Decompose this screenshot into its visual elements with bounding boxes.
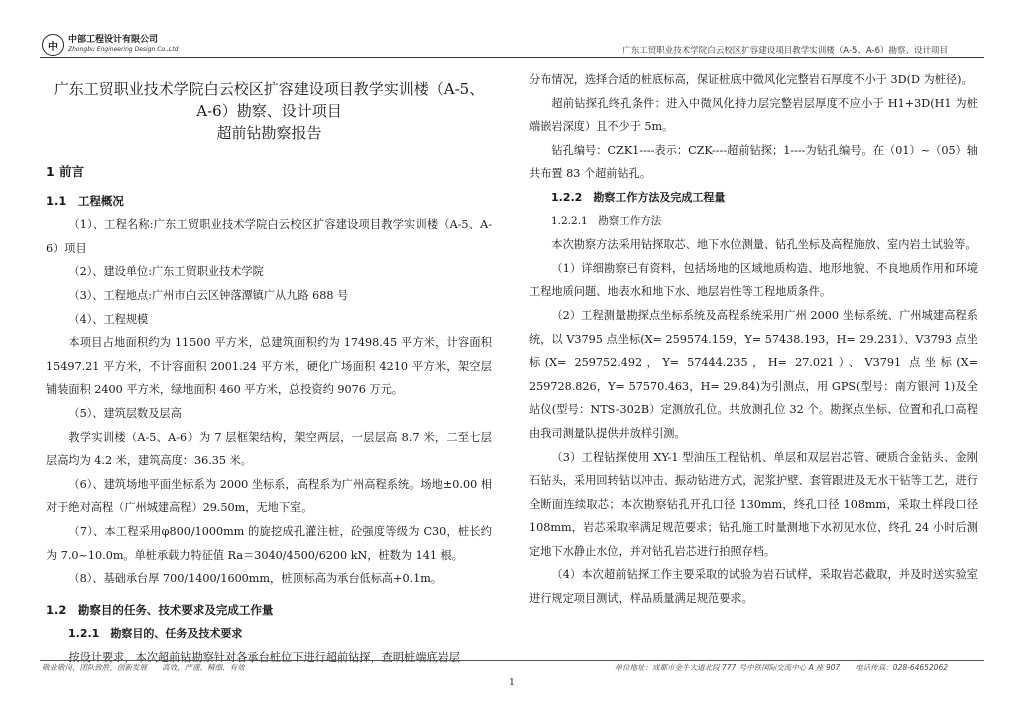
page-header <box>40 32 984 58</box>
paragraph-drilling: （3）工程钻探使用 XY-1 型油压工程钻机、单层和双层岩芯管、硬质合金钻头、金刚石钻头，采用回转钻以冲击、振动钻进方式，泥浆护壁、套管跟进及无水干钻等工艺，进行全断面连续取芯；本次勘察钻孔开孔口径 130mm，终孔口径 108mm，采取土样段口径 108mm，岩芯采取率满足规范要求；钻孔施工时量测地下水初见水位，终孔 24 小时后测定地下水静止水位，并对钻孔岩芯进行拍照存档。 <box>529 450 978 558</box>
paragraph-detailed-survey: （1）详细勘察已有资料，包括场地的区域地质构造、地形地貌、不良地质作用和环境工程地质问题、地表水和地下水、地层岩性等工程地质条件。 <box>529 261 978 299</box>
subsubsection-heading-purpose: 1.2.1 勘察目的、任务及技术要求 <box>68 627 243 641</box>
paragraph-client: （2）、建设单位:广东工贸职业技术学院 <box>68 265 264 279</box>
subsection-heading-overview: 1.1 工程概况 <box>46 193 124 208</box>
paragraph-foundation: （8）、基础承台厚 700/1400/1600mm，桩顶标高为承台低标高+0.1m。 <box>68 572 443 586</box>
footer-slogan: 敬业敬岗、团队致胜，创新发展 高效、严谨、精细、有效 <box>42 663 245 672</box>
page-number: 1 <box>509 678 515 688</box>
company-logo-icon: 中 <box>42 34 64 56</box>
paragraph-rock-distribution: 分布情况，选择合适的桩底标高，保证桩底中微风化完整岩石厚度不小于 3D(D 为桩径)。 <box>529 73 973 86</box>
right-column <box>529 68 978 611</box>
subsubsection-heading-methods: 1.2.2 勘察工作方法及完成工程量 <box>551 190 726 204</box>
running-title: 广东工贸职业技术学院白云校区扩容建设项目教学实训楼（A-5、A-6）勘察、设计项目 <box>622 46 948 56</box>
paragraph-scale: 本项目占地面积约为 11500 平方米，总建筑面积约为 17498.45 平方米，计容面积 15497.21 平方米，不计容面积 2001.24 平方米，硬化广场面积 4210 平方米，架空层铺装面积 2400 平方米，绿地面积 460 平方米，总投资约 9076 万元。 <box>46 336 492 397</box>
left-column <box>46 68 492 669</box>
header-divider <box>40 57 984 58</box>
paragraph-scale-heading: （4）、工程规模 <box>68 312 149 326</box>
footer-contact: 单位地址：成都市金牛大道北段 777 号中铁国际交流中心 A 座 907 电话传真：028-64652062 <box>614 663 948 672</box>
heading-work-methods: 1.2.2.1 勘察工作方法 <box>551 214 662 227</box>
company-logo <box>42 34 178 56</box>
title-line-1: 广东工贸职业技术学院白云校区扩容建设项目教学实训楼（A-5、 <box>53 80 485 98</box>
paragraph-design-requirements: 按设计要求，本次超前钻勘察针对各承台桩位下进行超前钻探，查明桩端底岩层 <box>68 650 460 664</box>
company-name: 中部工程设计有限公司 <box>68 35 159 45</box>
paragraph-methods-intro: 本次勘察方法采用钻探取芯、地下水位测量、钻孔坐标及高程施放、室内岩土试验等。 <box>551 238 977 252</box>
section-heading-preface: 1 前言 <box>46 164 85 179</box>
paragraph-project-name: （1）、工程名称:广东工贸职业技术学院白云校区扩容建设项目教学实训楼（A-5、A-6）项目 <box>46 218 492 255</box>
paragraph-borehole-numbering: 钻孔编号：CZK1----表示：CZK----超前钻探；1----为钻孔编号。在（01）~（05）轴共布置 83 个超前钻孔。 <box>529 143 978 181</box>
title-line-3: 超前钻勘察报告 <box>216 124 322 142</box>
paragraph-floors-heading: （5）、建筑层数及层高 <box>68 406 182 420</box>
paragraph-surveying: （2）工程测量勘探点坐标系统及高程系统采用广州 2000 坐标系统、广州城建高程系统，以 V3795 点坐标(X= 259574.159，Y= 57438.193，H= 29.231）、V3793 点坐标(X= 259752.492，Y= 57444.235，H= 27.021）、V3791 点坐标(X= 259728.826，Y= 57570.463，H= 29.84)为引测点，用 GPS(型号：南方银河 1)及全站仪(型号：NTS-302B）定测放孔位。共放测孔位 32 个。勘探点坐标、位置和孔口高程由我司测量队提供并放样引测。 <box>529 308 978 440</box>
company-name-en: Zhongbu Engineering Design Co.,Ltd <box>68 46 179 53</box>
paragraph-floors: 教学实训楼（A-5、A-6）为 7 层框架结构，架空两层，一层层高 8.7 米，二至七层层高均为 4.2 米，建筑高度：36.35 米。 <box>46 430 492 468</box>
paragraph-piles: （7）、本工程采用φ800/1000mm 的旋挖成孔灌注桩，砼强度等级为 C30，桩长约为 7.0~10.0m。单桩承载力特征值 Ra＝3040/4500/6200 kN，桩数为 141 根。 <box>46 524 492 562</box>
title-line-2: A-6）勘察、设计项目 <box>196 102 342 120</box>
paragraph-termination: 超前钻探孔终孔条件：进入中微风化持力层完整岩层厚度不应小于 H1+3D(H1 为桩端嵌岩深度）且不少于 5m。 <box>529 96 978 134</box>
paragraph-coordinates: （6）、建筑场地平面坐标系为 2000 坐标系，高程系为广州高程系统。场地±0.00 相对于绝对高程（广州城建高程）29.50m，无地下室。 <box>46 477 492 515</box>
page-footer <box>40 660 984 673</box>
document-title <box>46 78 492 144</box>
subsection-heading-tasks: 1.2 勘察目的任务、技术要求及完成工作量 <box>46 602 274 617</box>
paragraph-sampling: （4）本次超前钻探工作主要采取的试验为岩石试样，采取岩芯截取，并及时送实验室进行规定项目测试，样品质量满足规范要求。 <box>529 568 978 606</box>
paragraph-location: （3）、工程地点:广州市白云区钟落潭镇广从九路 688 号 <box>68 288 349 302</box>
